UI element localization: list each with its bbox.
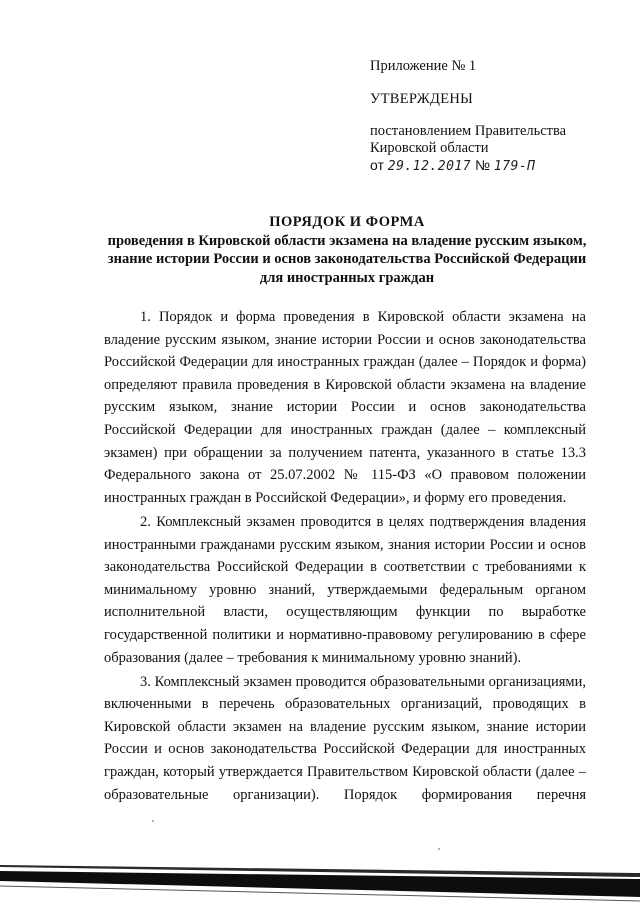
paragraph-1: 1. Порядок и форма проведения в Кировской области экзамена на владение русским языком, знание истории России и основ законодательства Российской Федерации для иностранных граждан (далее – Порядок и форма) определяют правила проведения в Кировской области экзамена на владение русским языком, знание истории России и основ законодательства Российской Федерации для иностранных граждан (далее – комплексный экзамен) при обращении за получением патента, указанного в статье 13.3 Федерального закона от 25.07.2002 № 115-ФЗ «О правовом положении иностранных граждан в Российской Федерации», и форму его проведения. bbox=[104, 309, 586, 506]
scan-speck bbox=[438, 848, 440, 850]
handwritten-number: 179-П bbox=[493, 159, 536, 174]
document-title bbox=[100, 213, 594, 287]
decree-line-2: Кировской области bbox=[370, 140, 489, 156]
paragraph-2: 2. Комплексный экзамен проводится в целях подтверждения владения иностранными гражданами русским языком, знания истории России и основ законодательства Российской Федерации в соответствии с требованиями к минимальному уровню знаний, утверждаемыми федеральным органом исполнительной власти, осуществляющим функции по выработке государственной политики и нормативно-правовому регулированию в сфере образования (далее – требования к минимальному уровню знаний). bbox=[104, 513, 586, 666]
approval-header bbox=[370, 58, 610, 175]
date-prefix: от bbox=[370, 157, 384, 173]
paragraph-3: 3. Комплексный экзамен проводится образовательными организациями, включенными в перечень образовательных организаций, проводящих в Кировской области экзамен на владение русским языком, знание истории России и основ законодательства Российской Федерации для иностранных граждан, который утверждается Правительством Кировской области (далее – образовательные организации). Порядок формирования перечня bbox=[104, 673, 586, 803]
decree-date-line bbox=[370, 157, 610, 175]
document-body bbox=[104, 306, 586, 808]
approved-label: УТВЕРЖДЕНЫ bbox=[370, 91, 474, 107]
scan-speck bbox=[152, 820, 154, 822]
scan-edge-band bbox=[0, 863, 640, 907]
appendix-label: Приложение № 1 bbox=[370, 58, 477, 74]
decree-reference bbox=[370, 123, 610, 175]
number-prefix: № bbox=[474, 157, 490, 173]
title-main: ПОРЯДОК И ФОРМА bbox=[269, 214, 425, 230]
title-subtitle: проведения в Кировской области экзамена на владение русским языком, знание истории России и основ законодательства Российской Федерации для иностранных граждан bbox=[107, 232, 587, 286]
handwritten-date: 29.12.2017 bbox=[387, 159, 472, 174]
decree-line-1: постановлением Правительства bbox=[370, 123, 567, 139]
